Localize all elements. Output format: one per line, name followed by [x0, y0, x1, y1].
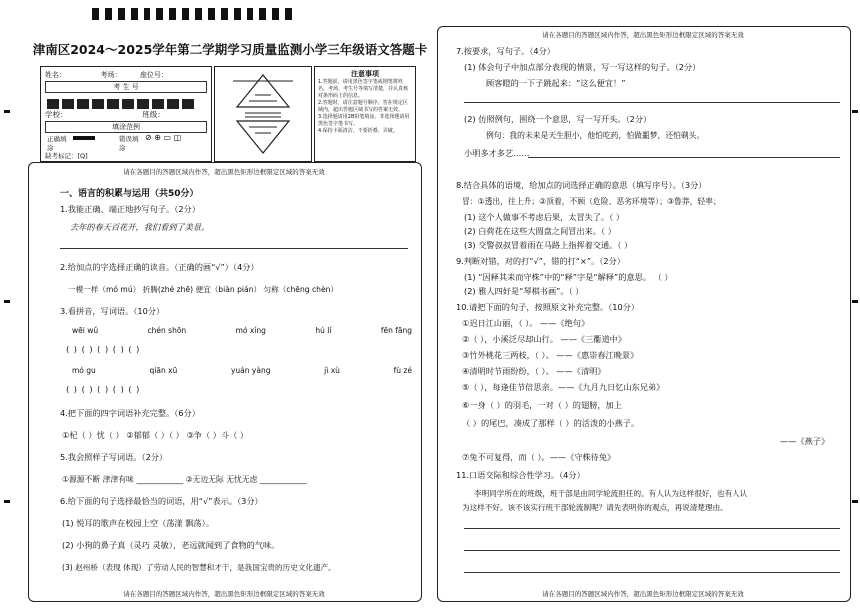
q10-item[interactable]: ⑦兔不可复得，而（ ）。——《守株待兔》 [462, 452, 616, 462]
q10-item[interactable]: ⑤（ ），每逢佳节倍思亲。——《九月九日忆山东兄弟》 [462, 382, 665, 392]
barcode-sticker-area [214, 66, 312, 162]
q11-answer-line[interactable] [464, 528, 840, 529]
q6-item[interactable]: (1) 悦耳的歌声在校园上空（荡漾 飘荡）。 [62, 518, 214, 528]
question-5: 5.我会照样子写词语。（2分） [60, 452, 168, 462]
q3-answer-row-2[interactable]: ( ) ( ) ( ) ( ) ( ) [66, 384, 141, 394]
room-label: 考场： [100, 71, 122, 79]
note-item: 3.选择题请用2B铅笔填涂，非选择题请用黑色签字笔书写。 [318, 114, 410, 127]
pinyin-item: yuán yàng [230, 366, 271, 375]
wrong-fill-sample: ⊘ ⊕ ▭ ◫ [145, 133, 182, 142]
q10-item[interactable]: ④清明时节雨纷纷，（ ）。 ——《清明》 [462, 366, 606, 376]
q2-options[interactable]: 一模一样（mó mú） 折腾(zhé zhē) 便宜（biàn pián） 匀称（chēng chèn） [68, 285, 339, 294]
notes-title: 注意事项 [351, 70, 379, 78]
barcode-strip [92, 8, 292, 20]
pinyin-item: mó xíng [235, 326, 266, 335]
q11-answer-line[interactable] [464, 572, 840, 573]
q8-item[interactable]: (2) 白荷花在这些大圆盘之间冒出来。（ ） [464, 226, 616, 236]
question-9: 9.判断对错，对的打“√”，错的打“×”。（2分） [456, 256, 625, 266]
student-info-box [40, 66, 212, 162]
q6-item[interactable]: (3) 赵州桥（表现 体现）了劳动人民的智慧和才干，是我国宝贵的历史文化遗产。 [62, 563, 336, 572]
pinyin-item: chén shōn [147, 326, 187, 335]
q11-answer-line[interactable] [464, 550, 840, 551]
q7-part-1: (1) 体会句子中加点部分表现的情景，写一写这样的句子。（2分） [464, 62, 701, 72]
q10-source: ——《燕子》 [780, 436, 830, 446]
class-label: 班级： [142, 110, 165, 119]
question-11: 11.口语交际和综合性学习。（4分） [456, 470, 585, 480]
page-title: 津南区2024～2025学年第二学期学习质量监测小学三年级语文答题卡 [32, 42, 428, 57]
top-banner-right: 请在各题目的答题区域内作答，超出黑色矩形边框限定区域的答案无效 [542, 31, 744, 39]
correct-fill-sample [73, 136, 95, 140]
q6-item[interactable]: (2) 小狗的鼻子真（灵巧 灵敏），老远就闻到了食物的气味。 [62, 540, 280, 550]
seat-label: 座位号： [139, 71, 168, 79]
bottom-banner-right: 请在各题目的答题区域内作答，超出黑色矩形边框限定区域的答案无效 [542, 590, 744, 598]
q7-part-2: (2) 仿照例句，围绕一个意思，写一写开头。（2分） [464, 114, 652, 124]
q3-answer-row-1[interactable]: ( ) ( ) ( ) ( ) ( ) [66, 344, 141, 354]
alignment-mark [852, 300, 858, 303]
correct-fill-label: 正确填涂 [47, 135, 67, 152]
question-3: 3.看拼音，写词语。（10分） [60, 306, 165, 316]
pinyin-item: mó gu [72, 366, 96, 375]
pinyin-item: hú lí [315, 326, 332, 335]
q7-1-example: 顾客瞪的一下子跳起来：“这么便宜！” [486, 78, 626, 88]
q8-item[interactable]: (1) 这个人做事不考虑后果，太冒失了。（ ） [464, 212, 625, 222]
school-label: 学校： [45, 110, 68, 119]
question-10: 10.请把下面的句子，按照原文补充完整。（10分） [456, 302, 640, 312]
q1-copy-text: 去年的春天百花开，我们看到了美景。 [70, 222, 210, 232]
alignment-mark [4, 110, 10, 113]
q7-2-answer-line[interactable] [528, 157, 840, 158]
note-item: 4.保持卡面清洁，不要折叠、弄破。 [318, 128, 398, 134]
note-item: 2.答题时，请注意题号顺序，答在规定区域内，超出答题区域书写的答案无效。 [318, 100, 408, 113]
q11-prompt: 为这样不好。该不该实行班干部轮流制呢？请先表明你的观点，再说清楚理由。 [462, 503, 728, 512]
question-1: 1.我能正确、端正地抄写句子。（2分） [60, 204, 200, 214]
q7-2-stem: 小明多才多艺…… [464, 148, 530, 158]
barcode-arrow-icon [215, 67, 311, 161]
q10-item[interactable]: ③竹外桃花三两枝，（ ）。 ——《惠崇春江晚景》 [462, 350, 639, 360]
pinyin-item: fēn fāng [380, 326, 412, 335]
question-2: 2.给加点的字选择正确的读音。（正确的画“√”）（4分） [60, 262, 259, 272]
question-7: 7.按要求，写句子。（4分） [456, 46, 555, 56]
pinyin-item: jì xù [324, 366, 340, 375]
question-8: 8.结合具体的语境，给加点的词选择正确的意思（填写序号）。（3分） [456, 180, 707, 190]
q7-1-answer-line[interactable] [464, 102, 840, 103]
alignment-mark [852, 110, 858, 113]
alignment-mark [852, 500, 858, 503]
question-6: 6.给下面的句子选择最恰当的词语，用“√”表示。（3分） [60, 496, 263, 506]
name-label: 姓名： [45, 71, 66, 79]
q10-item[interactable]: ①迟日江山丽，（ ）。 ——《绝句》 [462, 318, 590, 328]
q1-answer-line[interactable] [60, 248, 408, 249]
q9-item[interactable]: (1) “因释其耒而守株”中的“释”字是“解释”的意思。 （ ） [464, 272, 673, 282]
q10-item[interactable]: ⑥一身（ ）的羽毛，一对（ ）的翅膀，加上 [462, 400, 622, 410]
alignment-mark [4, 300, 10, 303]
note-item: 1.答题前，请用黑色签字笔或钢笔将姓名、考场、考生号等填写清楚，并认真核对条形码上的信息。 [318, 79, 409, 99]
pinyin-item: fù zé [393, 366, 412, 375]
notes-box [314, 66, 416, 162]
bottom-banner-left: 请在各题目的答题区域内作答，超出黑色矩形边框限定区域的答案无效 [123, 590, 325, 598]
question-4: 4.把下面的四字词语补充完整。（6分） [60, 408, 200, 418]
fill-example-header: 填涂范例 [45, 121, 207, 133]
q7-2-example: 例句：我的未来是天生胆小，他怕吃药，怕做噩梦，还怕剃头。 [486, 131, 705, 140]
q11-prompt: 李明同学所在的班级，班干部是由同学轮流担任的。有人认为这样很好，也有人认 [474, 489, 748, 498]
q8-item[interactable]: (3) 交警叔叔冒着雨在马路上指挥着交通。（ ） [464, 240, 633, 250]
q10-item[interactable]: （ ）的尾巴，凑成了那样（ ）的活泼的小燕子。 [462, 418, 640, 428]
section-heading: 一、语言的积累与运用（共50分） [60, 189, 199, 199]
pinyin-item: wēi wǔ [72, 326, 99, 335]
q5-blanks[interactable]: ①源源不断 津津有味 ____________ ②无边无际 无忧无虑 ____________ [62, 475, 307, 484]
wrong-fill-label: 错误填涂 [119, 135, 139, 152]
q8-definitions: 冒：①透出，往上升；②顶着，不顾（危险、恶劣环境等）；③鲁莽，轻率； [462, 197, 721, 206]
alignment-mark [4, 500, 10, 503]
q4-blanks[interactable]: ①杞（ ）忧（ ） ②郁郁（ ）（ ） ③争（ ）斗（ ） [62, 430, 249, 440]
top-banner-left: 请在各题目的答题区域内作答，超出黑色矩形边框限定区域的答案无效 [123, 168, 325, 176]
absent-mark-label: 缺考标记：[Q] [45, 152, 88, 160]
right-answer-region [437, 26, 851, 602]
pinyin-item: qiān xū [149, 366, 178, 375]
q9-item[interactable]: (2) 雅人四好是“琴棋书画”。（ ） [464, 286, 584, 296]
student-id-header: 考 生 号 [45, 81, 207, 93]
q10-item[interactable]: ②（ ），小溪泛尽却山行。 ——《三衢道中》 [462, 334, 627, 344]
